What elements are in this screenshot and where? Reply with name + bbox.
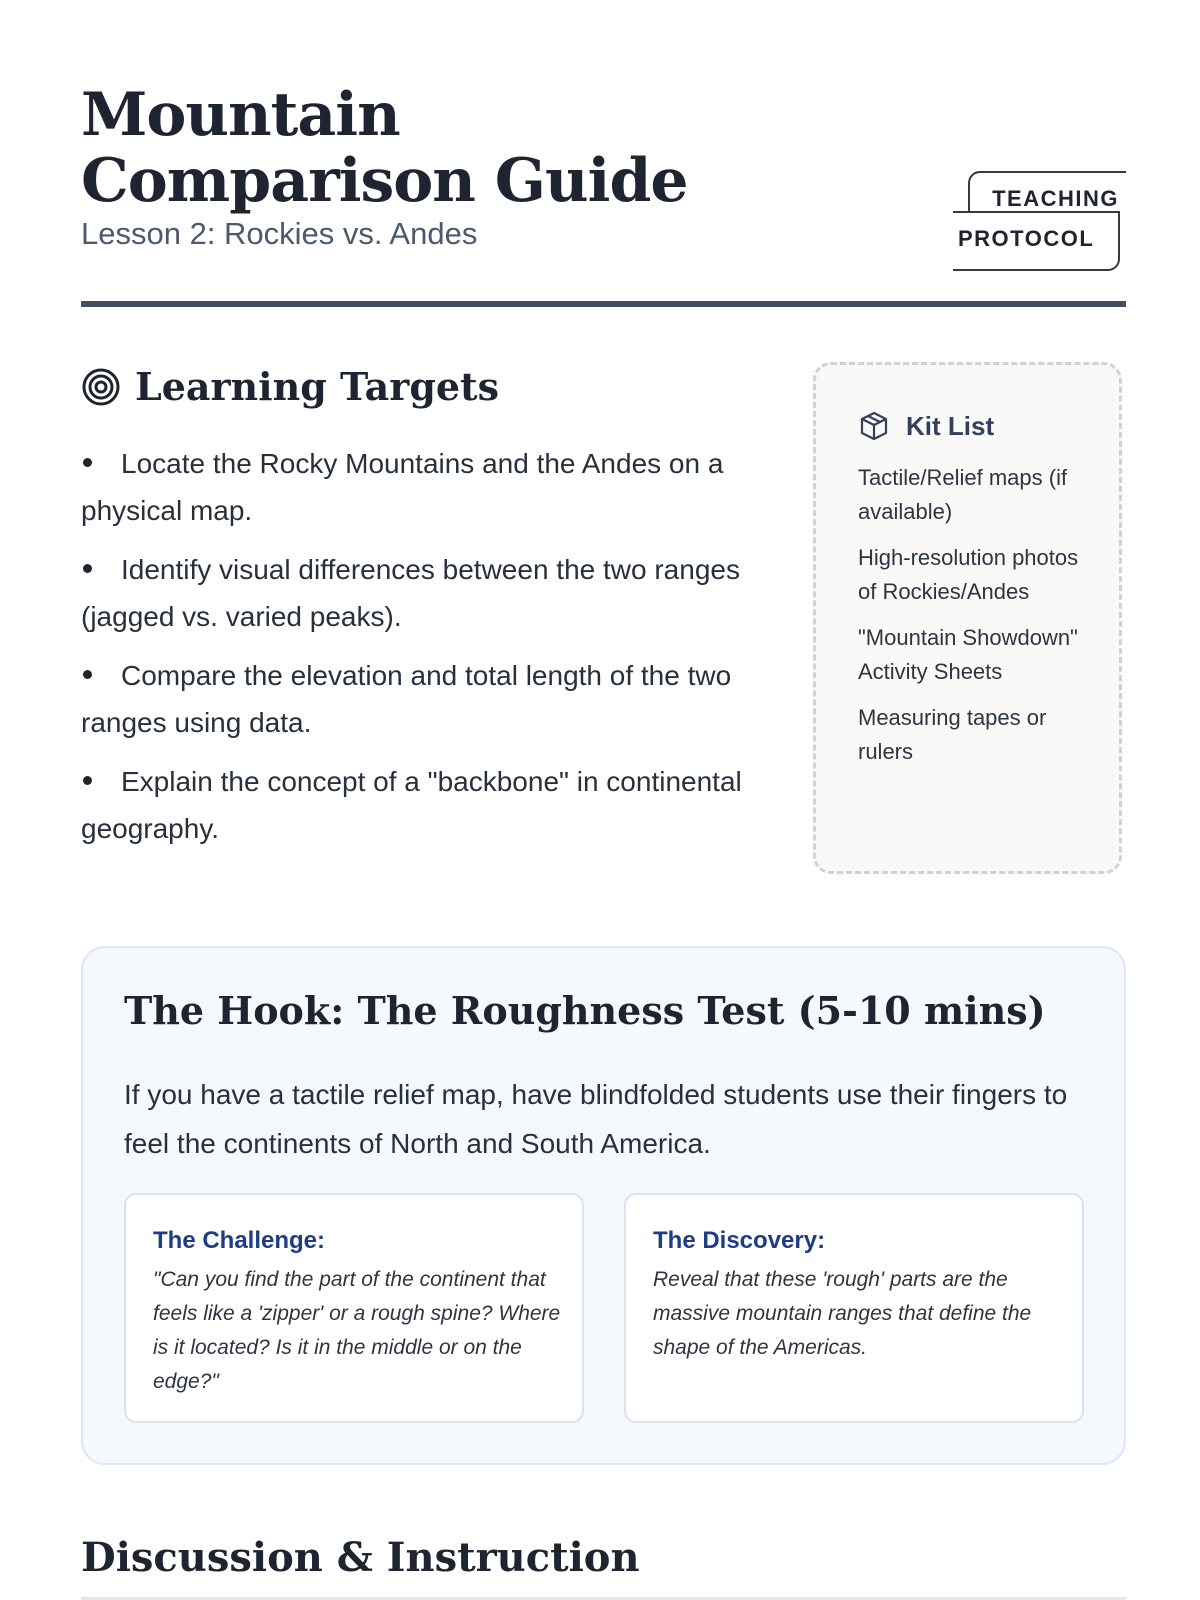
list-item — [81, 758, 761, 852]
teaching-protocol-badge — [953, 168, 1121, 272]
list-item — [81, 652, 761, 746]
list-item: "Mountain Showdown" Activity Sheets — [858, 625, 1078, 684]
list-item — [81, 546, 761, 640]
bullet-icon — [83, 564, 92, 573]
learning-targets-list — [81, 440, 761, 864]
target-text: Locate the Rocky Mountains and the Andes on a physical map. — [81, 448, 724, 526]
hook-intro: If you have a tactile relief map, have blindfolded students use their fingers to feel the continents of North and South America. — [124, 1079, 1068, 1159]
discovery-label: The Discovery: — [653, 1227, 826, 1254]
page-subtitle: Lesson 2: Rockies vs. Andes — [81, 216, 478, 251]
kit-items — [858, 461, 1093, 781]
list-item — [81, 440, 761, 534]
challenge-label: The Challenge: — [153, 1227, 326, 1254]
header-divider — [81, 301, 1126, 307]
learning-targets-heading — [81, 364, 499, 409]
challenge-card — [124, 1193, 584, 1423]
discovery-text: Reveal that these 'rough' parts are the massive mountain ranges that define the shape of the Americas. — [653, 1268, 1032, 1359]
badge-line-1: TEACHING — [992, 186, 1119, 211]
bullet-icon — [83, 458, 92, 467]
discussion-heading: Discussion & Instruction — [81, 1534, 640, 1581]
list-item: Tactile/Relief maps (if available) — [858, 465, 1068, 524]
bullet-icon — [83, 776, 92, 785]
list-item: High-resolution photos of Rockies/Andes — [858, 545, 1079, 604]
hook-section — [81, 946, 1126, 1465]
target-text: Compare the elevation and total length of the two ranges using data. — [81, 660, 732, 738]
kit-list-heading — [858, 410, 994, 442]
target-icon — [81, 367, 121, 407]
target-text: Explain the concept of a "backbone" in continental geography. — [81, 766, 742, 844]
bullet-icon — [83, 670, 92, 679]
list-item: Measuring tapes or rulers — [858, 705, 1047, 764]
discovery-card — [624, 1193, 1084, 1423]
page-title: Mountain Comparison Guide — [81, 80, 688, 216]
badge-line-2: PROTOCOL — [958, 226, 1095, 251]
challenge-text: "Can you find the part of the continent that feels like a 'zipper' or a rough spine? Where is it located? Is it in the middle or on the edge?" — [153, 1268, 561, 1393]
kit-list-title: Kit List — [906, 410, 995, 441]
target-text: Identify visual differences between the two ranges (jagged vs. varied peaks). — [81, 554, 740, 632]
box-icon — [858, 410, 890, 442]
hook-title: The Hook: The Roughness Test (5-10 mins) — [124, 988, 1046, 1033]
kit-list-panel — [813, 362, 1122, 874]
learning-targets-title: Learning Targets — [135, 364, 500, 409]
